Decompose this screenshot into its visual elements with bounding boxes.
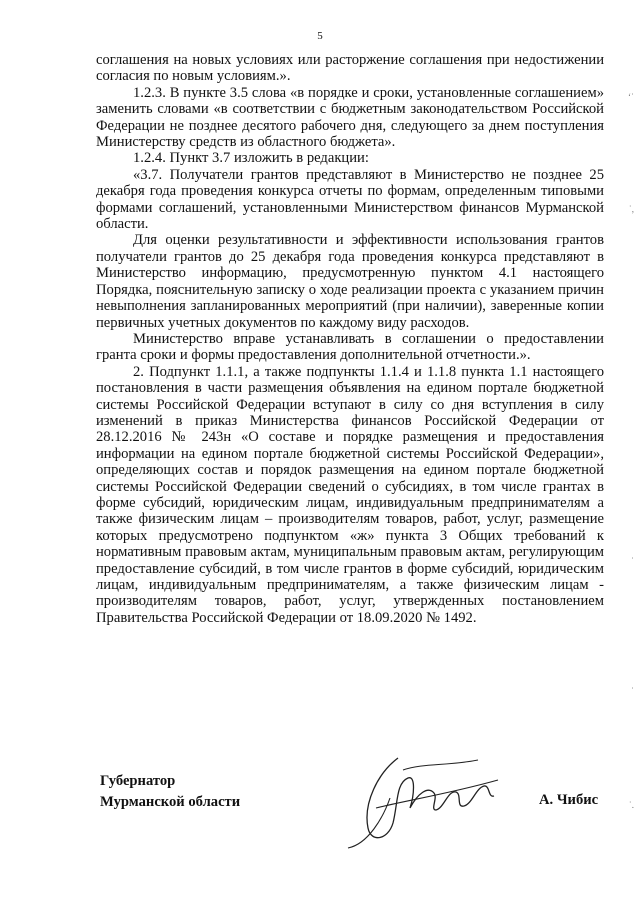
signatory-title-line1: Губернатор [100, 773, 176, 789]
scan-edge-mark: ˙, [628, 204, 634, 214]
paragraph: 1.2.4. Пункт 3.7 изложить в редакции: [133, 150, 369, 167]
paragraph: 1.2.3. В пункте 3.5 слова «в порядке и сроки, установленные соглашением» заменить словами «в соответствии с бюджетным законодательством Российской Федерации не позднее десятого рабочего дня, следующего за днем поступления Министерству средств из областного бюджета». [96, 84, 604, 151]
document-body [96, 52, 604, 626]
signatory-name: А. Чибис [539, 792, 599, 808]
handwritten-signature [338, 748, 508, 858]
paragraph: «3.7. Получатели грантов представляют в Министерство не позднее 25 декабря года проведения конкурса отчеты по формам, определенным типовыми формами соглашений, установленными Министерством финансов Мурманской области. [96, 166, 604, 233]
scan-edge-mark: ʻ˙ [628, 92, 634, 102]
paragraph: Министерство вправе устанавливать в соглашении о предоставлении гранта сроки и формы предоставления дополнительной отчетности.». [96, 330, 604, 364]
signatory-title-line2: Мурманской области [100, 794, 241, 810]
paragraph: Для оценки результативности и эффективности использования грантов получатели грантов до 25 декабря года проведения конкурса представляют в Министерство информацию, предусмотренную пунктом 4.1 настоящего Порядка, пояснительную записку о ходе реализации проекта с указанием причин невыполнения запланированных мероприятий (при наличии), заверенные копии первичных учетных документов по каждому виду расходов. [96, 232, 604, 331]
page-number: 5 [317, 30, 323, 42]
scan-edge-mark: ˙. [628, 800, 634, 810]
paragraph: 2. Подпункт 1.1.1, а также подпункты 1.1.4 и 1.1.8 пункта 1.1 настоящего постановления в части размещения объявления на едином портале бюджетной системы Российской Федерации вступают в силу со дня вступления в силу изменений в приказ Министерства финансов Российской Федерации от 28.12.2016 № 243н «О составе и порядке размещения и предоставления информации на едином портале бюджетной системы Российской Федерации», определяющих состав и порядок размещения на едином портале бюджетной системы Российской Федерации сведений о субсидиях, в том числе грантах в форме субсидий, юридическим лицам, индивидуальным предпринимателям а также физическим лицам – производителям товаров, работ, услуг, размещение которых предусмотрено подпунктом «ж» пункта 3 Общих требований к нормативным правовым актам, муниципальным правовым актам, регулирующим предоставление субсидий, в том числе грантов в форме субсидий, юридическим лицам, индивидуальным предпринимателям, а также физическим лицам - производителям товаров, работ, услуг, утвержденных постановлением Правительства Российской Федерации от 18.09.2020 № 1492. [96, 363, 604, 626]
paragraph: соглашения на новых условиях или расторжение соглашения при недостижении согласия по новым условиям.». [96, 52, 604, 85]
scan-edge-mark: ˙ [631, 556, 634, 566]
scan-edge-mark: ˙ [631, 686, 634, 696]
signatory-title [100, 771, 240, 813]
